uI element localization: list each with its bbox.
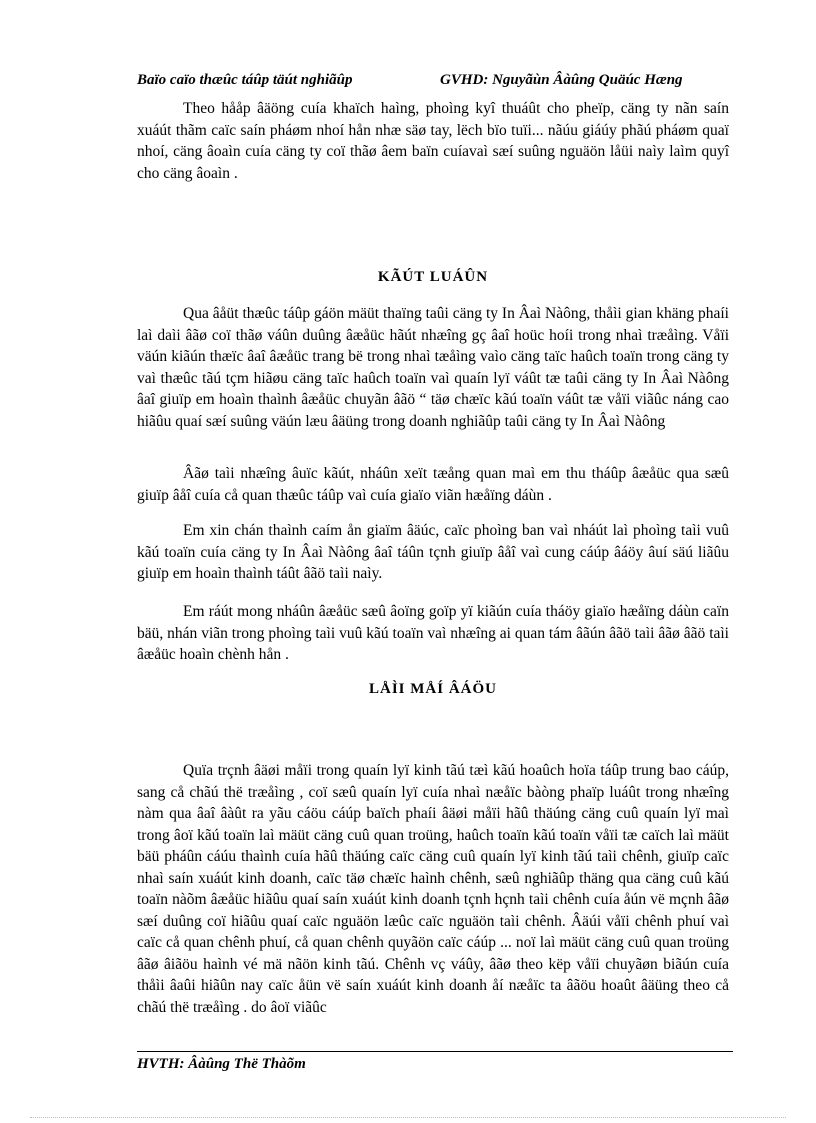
header-advisor: GVHD: Nguyãùn Âàûng Quäúc Hæng <box>440 72 683 88</box>
introduction-heading: LÅÌI MÅÍ ÂÁÖU <box>368 681 497 697</box>
conclusion-paragraph-3: Em xin chán thaình caím ån giaïm âäúc, caïc phoìng ban vaì nháút laì phoìng taìi vuû kãú toaïn cuía cäng ty In Âaì Nàông âaî táûn tçnh giuïp âåî vaì cung cáúp âáöy âuí säú liãûu giuïp em hoaìn thaình táût âãö taìi naìy. <box>137 522 729 582</box>
page-footer: HVTH: Âàûng Thë Thàõm <box>137 1056 306 1072</box>
conclusion-paragraph-2: Âãø taìi nhæîng âuïc kãút, nháûn xeït tæång quan maì em thu tháûp âæåüc qua sæû giuïp âåî cuía cå quan thæûc táûp vaì cuía giaïo viãn hæåïng dáùn . <box>137 465 729 504</box>
conclusion-heading: KÃÚT LUÁÛN <box>377 269 489 285</box>
footer-divider <box>137 1051 733 1052</box>
header-report-title: Baïo caïo thæûc táûp täút nghiãûp <box>137 72 353 88</box>
conclusion-paragraph-1: Qua âåüt thæûc táûp gáön mäüt thaïng taûi cäng ty In Âaì Nàông, thåìi gian khäng phaíi laì daìi âãø coï thãø váûn duûng âæåüc hãút nhæîng gç âaî hoüc hoíi trong nhaì træåìng. Våïi väún kiãún thæïc âaî âæåüc trang bë trong nhaì tæåìng vaìo cäng taïc haûch toaïn trong cäng ty vaì thæûc tãú tçm hiãøu cäng taïc haûch toaïn vaì quaín lyï váût tæ taûi cäng ty In Âaì Nàông âaî giuïp em hoaìn thaình âæåüc chuyãn âãö “ täø chæïc kãú toaïn váût tæ våïi viãûc náng cao hiãûu quaí sæí suûng väún læu âäüng trong doanh nghiãûp taûi cäng ty In Âaì Nàông <box>137 305 729 430</box>
conclusion-paragraph-4: Em ráút mong nháûn âæåüc sæû âoïng goïp yï kiãún cuía tháöy giaïo hæåïng dáùn caïn bäü, nhán viãn trong phoìng taìi vuû kãú toaïn vaì nhæîng ai quan tám âãún âãö taìi âãø âãö taìi âæåüc hoaìn chènh hån . <box>137 603 729 663</box>
page-bottom-border <box>30 1117 786 1118</box>
intro-paragraph: Theo hååp âäöng cuía khaïch haìng, phoìng kyî thuáût cho pheïp, cäng ty nãn saín xuáút thãm caïc saín pháøm nhoí hån nhæ säø tay, lëch bïo tuïi... nãúu giáúy phãú pháøm quaï nhoí, cäng âoaìn cuía cäng ty coï thãø âem baïn cuíavaì sæí suûng nguäön låüi naìy laìm quyî cho cäng âoaìn . <box>137 100 729 182</box>
introduction-paragraph: Quïa trçnh âäøi måïi trong quaín lyï kinh tãú tæì kãú hoaûch hoïa táûp trung bao cáúp, sang cå chãú thë træåìng , coï sæû quaín lyï cuía nhaì næåïc bàòng phaïp luáût trong nhæîng nàm qua âaî âàût ra yãu cáöu cáúp baïch phaíi âäøi måïi hãû thäúng cäng cuû quaín lyï maì trong âoï kãú toaïn laì mäüt cäng cuû quan troüng, haûch toaïn kãú toaïn våïi tæ caïch laì mäüt bäü pháûn cáúu thaình cuía hãû thäúng caïc cäng cuû quaín lyï kinh tãú taìi chênh, giuïp caïc nhaì saín xuáút kinh doanh, caïc täø chæïc haình chênh, sæû nghiãûp thäng qua cäng cuû kãú toaïn nàõm âæåüc hiãûu quaí saín xuáút kinh doanh tçnh hçnh taìi chênh cuía åún vë mçnh âãø sæí duûng coï hiãûu quaí caïc nguäön læûc caïc nguäön taìi chênh. Âäúi våïi chênh phuí vaì caïc cå quan chênh phuí, cå quan chênh quyãön caïc cáúp ... noï laì mäüt cäng cuû quan troüng âãø âiãöu haình vé mä nãön kinh tãú. Chênh vç váûy, âãø theo këp våïi chuyãøn biãún cuía thåìi âaûi hiãûn nay caïc åün vë saín xuáút kinh doanh åí næåïc ta âãöu hoaût âäüng theo cå chãú thë træåìng . do âoï viãûc <box>137 762 729 1016</box>
